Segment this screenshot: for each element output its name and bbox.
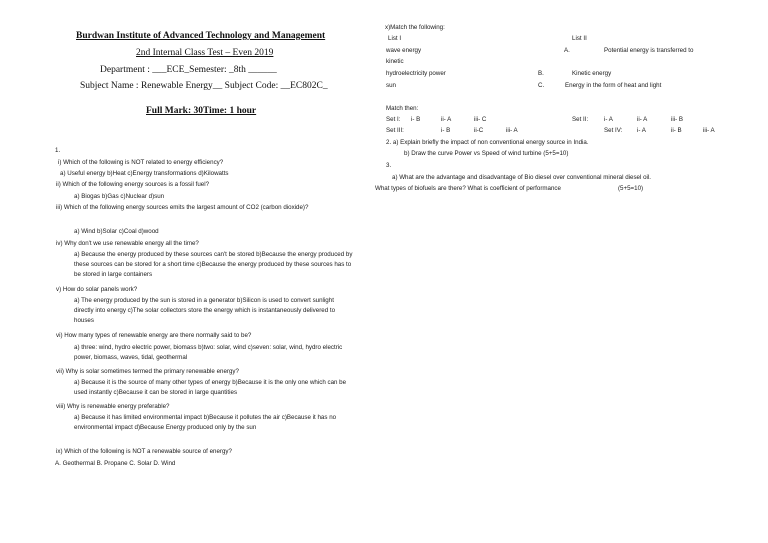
question-3-label: 3. <box>386 162 392 169</box>
list-2-item: Potential energy is transferred to <box>604 47 694 54</box>
set-answer: i- A <box>604 116 613 123</box>
question-item: iii) Which of the following energy sources emits the largest amount of CO2 (carbon dioxide)? <box>56 204 309 211</box>
set-label: Set III: <box>386 127 404 134</box>
set-answer: i- A <box>637 127 646 134</box>
list-1-item-cont: kinetic <box>386 58 404 65</box>
question-options: a) Wind b)Solar c)Coal d)wood <box>74 228 159 235</box>
question-3-marks: (5+5=10) <box>618 185 644 192</box>
set-answer: iii- B <box>671 116 684 123</box>
question-item: vi) How many types of renewable energy are there normally said to be? <box>56 332 252 339</box>
question-item: viii) Why is renewable energy preferable? <box>56 403 170 410</box>
question-options: a) Useful energy b)Heat c)Energy transformations d)Kilowatts <box>60 170 229 177</box>
question-options: a) Because it has limited environmental impact b)Because it pollutes the air c)Because it has no environmental impact d)Because Energy produced only by the sun <box>74 414 337 431</box>
question-1-label: 1. <box>55 147 61 154</box>
list-2-item: Kinetic energy <box>572 70 612 77</box>
set-answer: iii- C <box>474 116 487 123</box>
set-label: Set IV: <box>604 127 623 134</box>
set-answer: i- B <box>441 127 451 134</box>
question-2b: b) Draw the curve Power vs Speed of wind turbine (5+5=10) <box>404 150 569 157</box>
list-1-item: hydroelectricity power <box>386 70 446 77</box>
match-title: x)Match the following: <box>385 24 445 31</box>
list-1-item: sun <box>386 82 396 89</box>
list-2-letter: A. <box>564 47 570 54</box>
question-item: i) Which of the following is NOT related to energy efficiency? <box>58 159 224 166</box>
question-item: ix) Which of the following is NOT a renewable source of energy? <box>56 448 232 455</box>
question-options: a) The energy produced by the sun is stored in a generator b)Silicon is used to convert sunlight directly into energy c)The solar collectors store the energy which is instantaneously delivered to houses <box>74 297 336 324</box>
institute-name: Burdwan Institute of Advanced Technology and Management <box>76 31 326 41</box>
list-1-item: wave energy <box>386 47 422 54</box>
question-options: a) Because it is the source of many other types of energy b)Because it is the only one which can be used instantly c)Because it can be stored in large quantities <box>74 379 347 396</box>
question-3a: a) What are the advantage and disadvantage of Bio diesel over conventional mineral diesel oil. <box>392 174 652 181</box>
question-options: a) Biogas b)Gas c)Nuclear d)sun <box>74 193 165 200</box>
set-answer: ii- A <box>637 116 648 123</box>
set-answer: ii-C <box>474 127 484 134</box>
question-item: vii) Why is solar sometimes termed the primary renewable energy? <box>56 368 239 375</box>
question-options: a) Because the energy produced by these sources can't be stored b)Because the energy produced by these sources can be stored for a short time c)Because the energy produced by these sources has to be stored in large containers <box>74 251 353 278</box>
question-item: iv) Why don't we use renewable energy all the time? <box>56 240 199 247</box>
set-answer: i- B <box>411 116 421 123</box>
list-2-item: Energy in the form of heat and light <box>565 82 662 89</box>
question-2a: 2. a) Explain briefly the impact of non conventional energy source in India. <box>386 139 589 146</box>
match-then-label: Match then: <box>386 105 419 112</box>
list-2-letter: C. <box>538 82 545 89</box>
list-2-header: List II <box>572 35 587 42</box>
set-answer: ii- B <box>671 127 682 134</box>
set-label: Set I: <box>386 116 401 123</box>
list-2-letter: B. <box>538 70 544 77</box>
question-item: ii) Which of the following energy sources is a fossil fuel? <box>56 181 210 188</box>
question-options: a) three: wind, hydro electric power, biomass b)two: solar, wind c)seven: solar, wind, hydro electric power, biomass, waves, tidal, geothermal <box>74 344 343 361</box>
question-item: v) How do solar panels work? <box>56 286 138 293</box>
subject-line: Subject Name : Renewable Energy__ Subject Code: __EC802C_ <box>80 81 328 91</box>
set-label: Set II: <box>572 116 589 123</box>
list-1-header: List I <box>388 35 402 42</box>
marks-line: Full Mark: 30Time: 1 hour <box>146 106 257 116</box>
set-answer: iii- A <box>506 127 518 134</box>
test-title: 2nd Internal Class Test – Even 2019 <box>136 48 274 58</box>
set-answer: ii- A <box>441 116 452 123</box>
set-answer: iii- A <box>703 127 715 134</box>
department-line: Department : ___ECE_Semester: _8th ______ <box>100 65 277 75</box>
question-options: A. Geothermal B. Propane C. Solar D. Wind <box>55 460 176 467</box>
question-3b: What types of biofuels are there? What is coefficient of performance <box>375 185 561 192</box>
